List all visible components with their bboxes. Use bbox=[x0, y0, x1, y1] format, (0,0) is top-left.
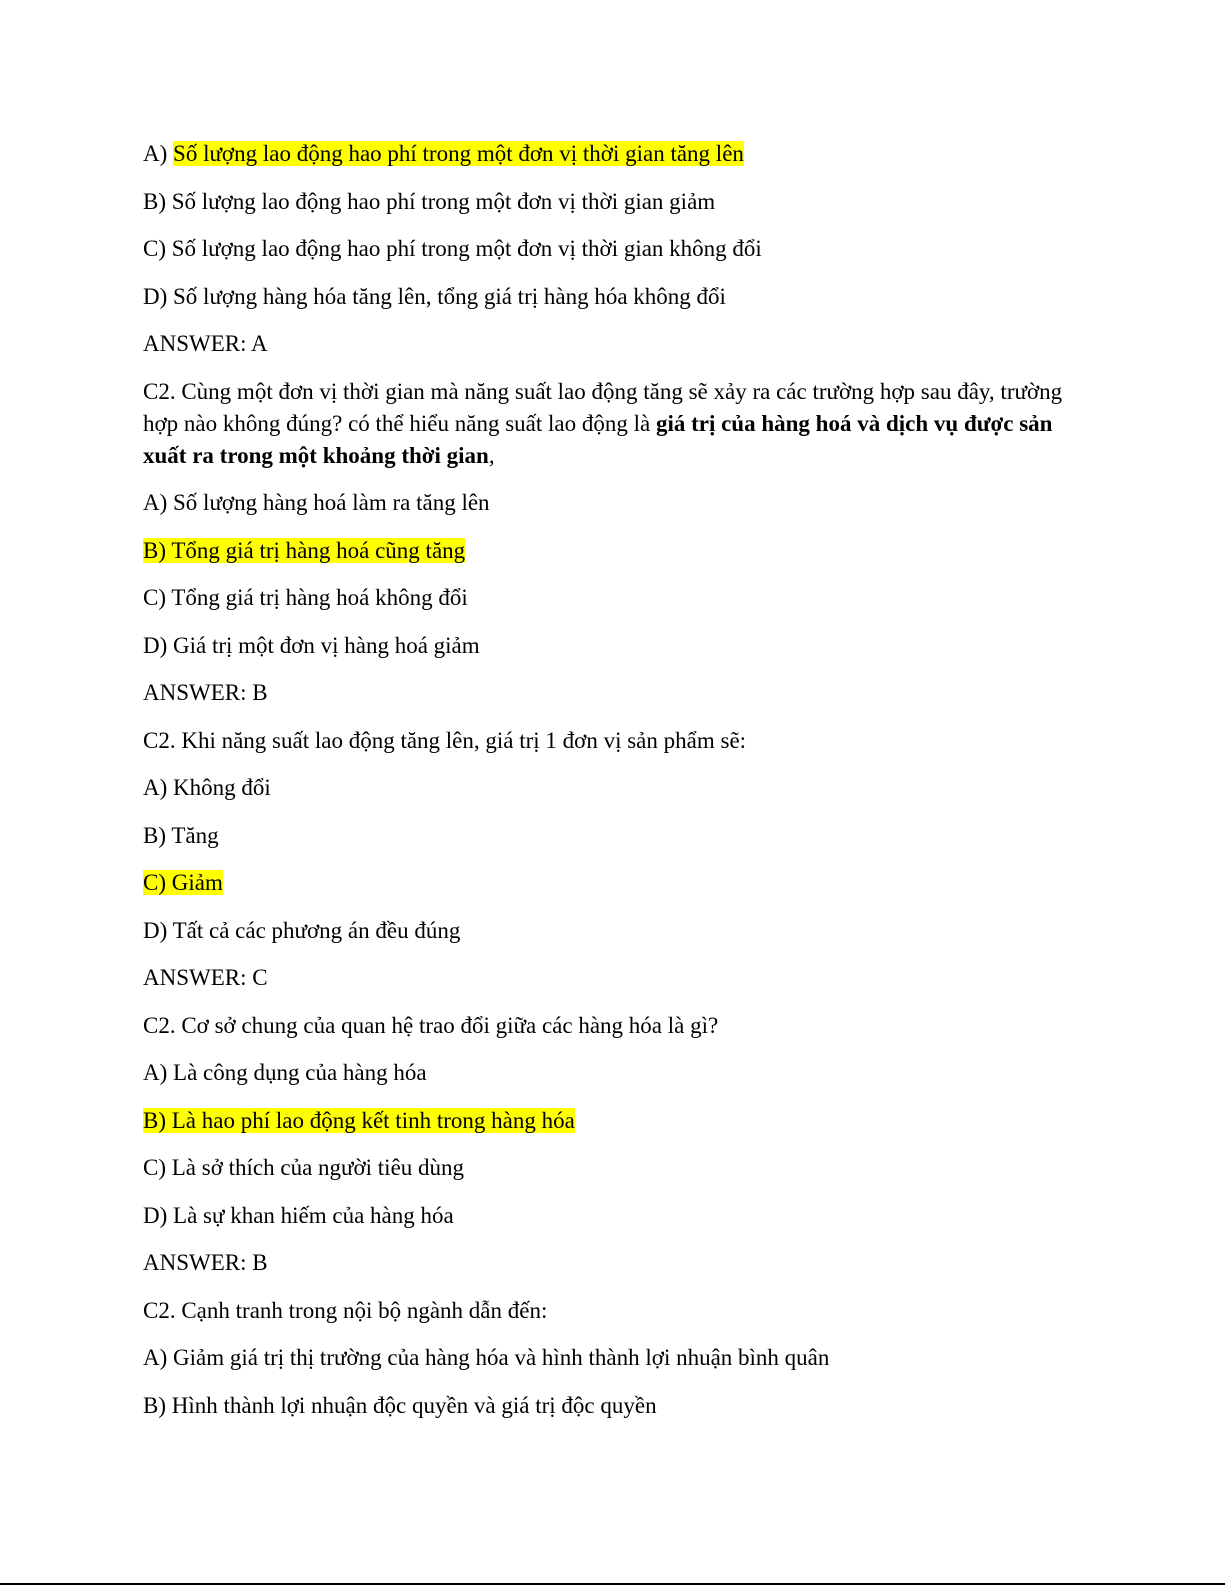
highlighted-answer: B) Là hao phí lao động kết tinh trong hàng hóa bbox=[143, 1107, 575, 1133]
question-stem: C2. Khi năng suất lao động tăng lên, giá trị 1 đơn vị sản phẩm sẽ: bbox=[143, 727, 747, 753]
option-c bbox=[143, 867, 1073, 899]
option-label: A) bbox=[143, 141, 174, 166]
option-c: C) Là sở thích của người tiêu dùng bbox=[143, 1155, 465, 1180]
option-d: D) Tất cả các phương án đều đúng bbox=[143, 917, 461, 943]
option-c: C) Số lượng lao động hao phí trong một đơn vị thời gian không đổi bbox=[143, 236, 762, 261]
answer-line: ANSWER: C bbox=[143, 965, 268, 990]
answer-line: ANSWER: A bbox=[143, 331, 268, 356]
option-a: A) Giảm giá trị thị trường của hàng hóa và hình thành lợi nhuận bình quân bbox=[143, 1345, 830, 1370]
highlighted-answer: C) Giảm bbox=[143, 870, 223, 895]
option-d: D) Số lượng hàng hóa tăng lên, tổng giá trị hàng hóa không đổi bbox=[143, 283, 726, 309]
question-bold-text: giá trị của hàng hoá và dịch vụ được sản xuất ra trong một khoảng thời gian bbox=[143, 410, 1053, 468]
option-c: C) Tổng giá trị hàng hoá không đổi bbox=[143, 585, 468, 610]
answer-line: ANSWER: B bbox=[143, 1250, 268, 1275]
option-a: A) Là công dụng của hàng hóa bbox=[143, 1060, 427, 1085]
option-b bbox=[143, 1105, 1073, 1137]
option-d: D) Là sự khan hiếm của hàng hóa bbox=[143, 1202, 454, 1228]
document-body bbox=[143, 138, 1073, 1437]
answer-line: ANSWER: B bbox=[143, 680, 268, 705]
question-text: C2. Cùng một đơn vị thời gian mà năng suất lao động tăng sẽ xảy ra các trường hợp sau đây, trường hợp nào không đúng? có thể hiểu năng suất lao động là bbox=[143, 378, 1063, 436]
highlighted-answer: Số lượng lao động hao phí trong một đơn vị thời gian tăng lên bbox=[173, 141, 744, 166]
option-b: B) Số lượng lao động hao phí trong một đơn vị thời gian giảm bbox=[143, 188, 716, 214]
question-stem: C2. Cơ sở chung của quan hệ trao đổi giữa các hàng hóa là gì? bbox=[143, 1012, 719, 1038]
option-a: A) Số lượng hàng hoá làm ra tăng lên bbox=[143, 490, 490, 515]
option-d: D) Giá trị một đơn vị hàng hoá giảm bbox=[143, 632, 480, 658]
question-tail: , bbox=[488, 442, 495, 468]
option-a: A) Không đổi bbox=[143, 775, 271, 800]
option-a bbox=[143, 138, 1073, 170]
highlighted-answer: B) Tổng giá trị hàng hoá cũng tăng bbox=[143, 537, 466, 563]
option-b: B) Tăng bbox=[143, 822, 219, 848]
question-stem: C2. Cạnh tranh trong nội bộ ngành dẫn đến: bbox=[143, 1297, 548, 1323]
option-b: B) Hình thành lợi nhuận độc quyền và giá trị độc quyền bbox=[143, 1392, 657, 1418]
option-b bbox=[143, 535, 1073, 567]
question-stem bbox=[143, 376, 1073, 472]
